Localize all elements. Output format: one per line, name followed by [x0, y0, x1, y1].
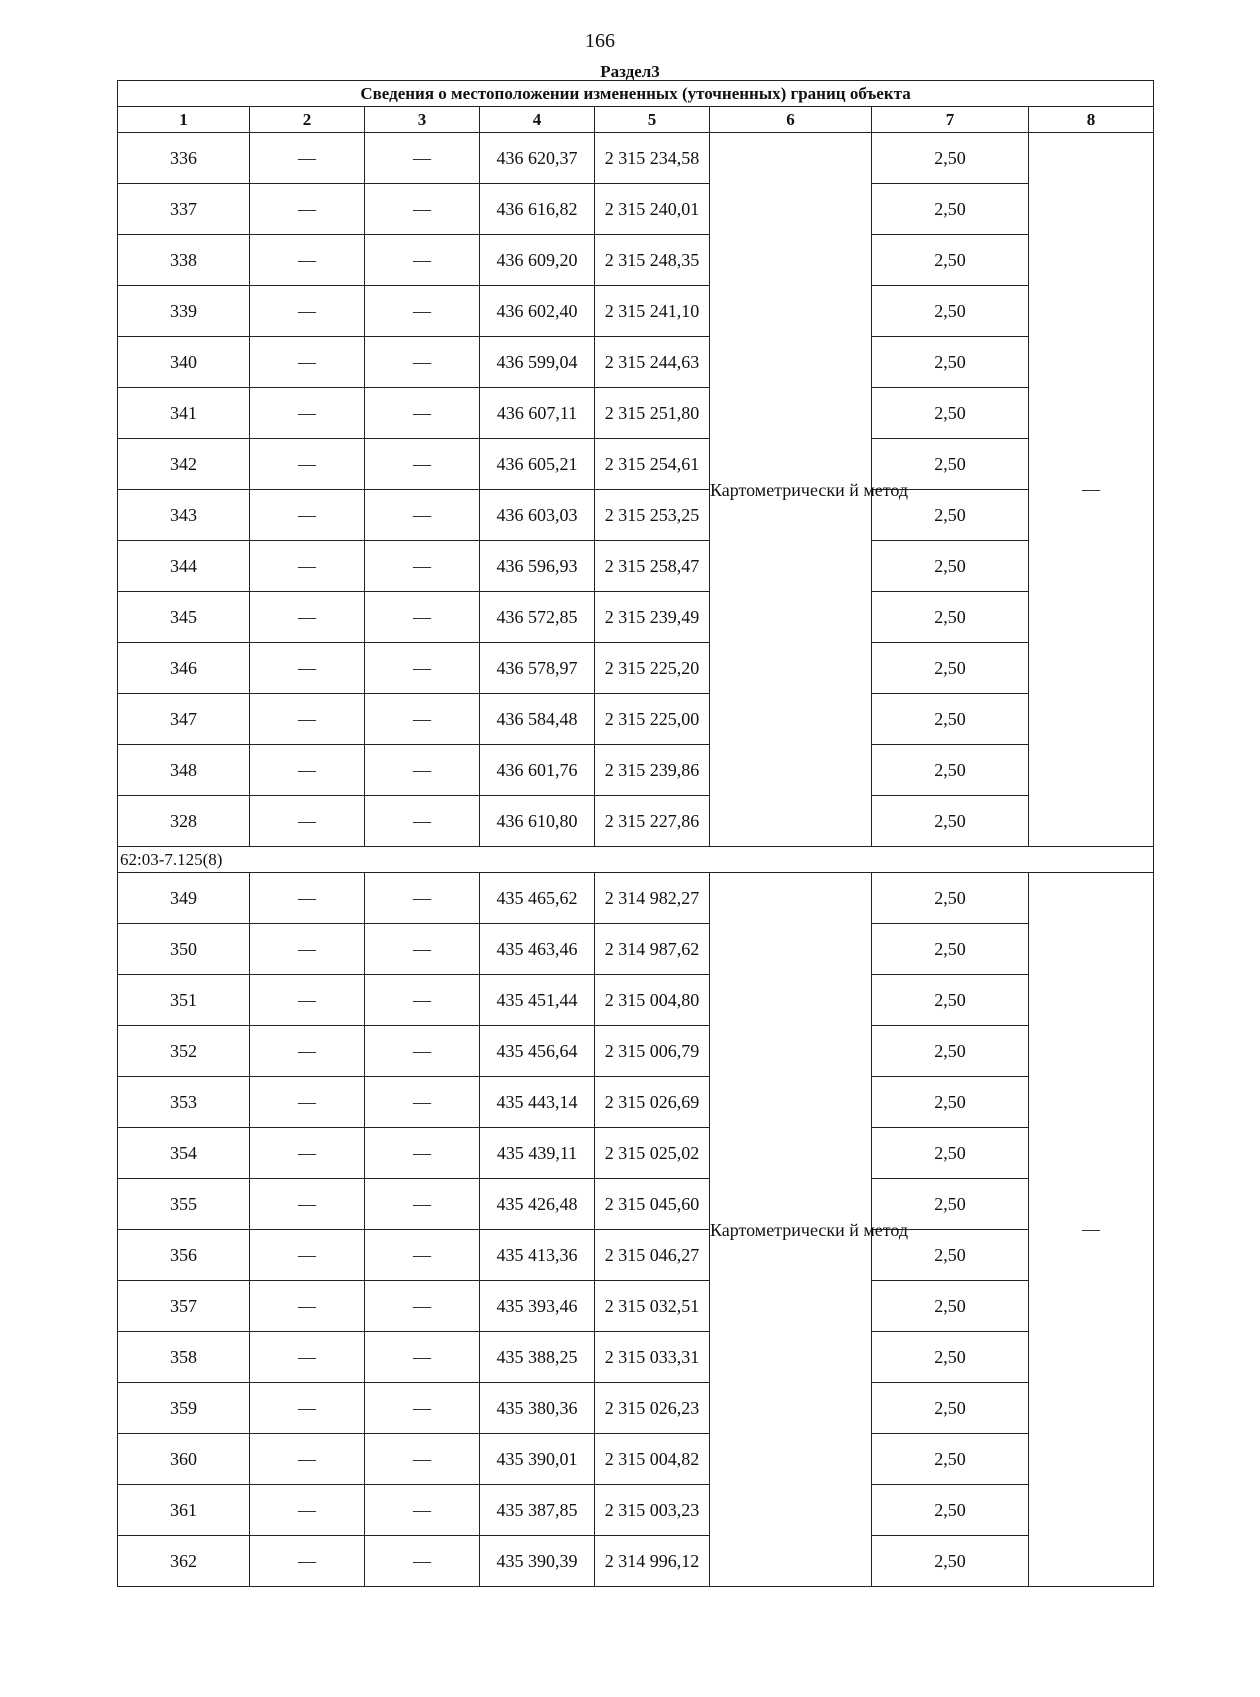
y-coordinate: 2 315 239,49 — [595, 592, 710, 643]
y-coordinate: 2 315 234,58 — [595, 133, 710, 184]
point-number: 348 — [118, 745, 250, 796]
y-coordinate: 2 315 254,61 — [595, 439, 710, 490]
col3-value: — — [365, 337, 480, 388]
x-coordinate: 436 607,11 — [480, 388, 595, 439]
point-number: 351 — [118, 975, 250, 1026]
point-number: 358 — [118, 1332, 250, 1383]
col3-value: — — [365, 592, 480, 643]
col2-value: — — [250, 1383, 365, 1434]
x-coordinate: 435 388,25 — [480, 1332, 595, 1383]
x-coordinate: 435 390,39 — [480, 1536, 595, 1587]
table-row — [118, 796, 1154, 847]
col2-value: — — [250, 1536, 365, 1587]
point-number: 347 — [118, 694, 250, 745]
group-label: 62:03-7.125(8) — [118, 847, 1154, 873]
x-coordinate: 436 599,04 — [480, 337, 595, 388]
point-number: 350 — [118, 924, 250, 975]
x-coordinate: 436 609,20 — [480, 235, 595, 286]
y-coordinate: 2 315 045,60 — [595, 1179, 710, 1230]
point-number: 359 — [118, 1383, 250, 1434]
y-coordinate: 2 315 026,69 — [595, 1077, 710, 1128]
accuracy-value: 2,50 — [872, 1077, 1029, 1128]
col3-value: — — [365, 184, 480, 235]
col2-value: — — [250, 490, 365, 541]
accuracy-value: 2,50 — [872, 235, 1029, 286]
column-header: 4 — [480, 107, 595, 133]
point-number: 356 — [118, 1230, 250, 1281]
y-coordinate: 2 315 006,79 — [595, 1026, 710, 1077]
column-header: 7 — [872, 107, 1029, 133]
col3-value: — — [365, 490, 480, 541]
col3-value: — — [365, 1026, 480, 1077]
col2-value: — — [250, 439, 365, 490]
column-header: 8 — [1029, 107, 1154, 133]
x-coordinate: 435 465,62 — [480, 873, 595, 924]
accuracy-value: 2,50 — [872, 924, 1029, 975]
x-coordinate: 436 603,03 — [480, 490, 595, 541]
col2-value: — — [250, 745, 365, 796]
table-row — [118, 1434, 1154, 1485]
accuracy-value: 2,50 — [872, 490, 1029, 541]
y-coordinate: 2 315 251,80 — [595, 388, 710, 439]
col3-value: — — [365, 1485, 480, 1536]
x-coordinate: 436 601,76 — [480, 745, 595, 796]
section-title: Раздел3 — [600, 62, 660, 81]
col3-value: — — [365, 286, 480, 337]
col3-value: — — [365, 796, 480, 847]
point-number: 328 — [118, 796, 250, 847]
col2-value: — — [250, 694, 365, 745]
col3-value: — — [365, 975, 480, 1026]
col2-value: — — [250, 873, 365, 924]
accuracy-value: 2,50 — [872, 1026, 1029, 1077]
col2-value: — — [250, 1026, 365, 1077]
point-number: 349 — [118, 873, 250, 924]
x-coordinate: 436 602,40 — [480, 286, 595, 337]
method-cell: Картометрически й метод — [710, 133, 872, 847]
col2-value: — — [250, 1128, 365, 1179]
col3-value: — — [365, 1128, 480, 1179]
x-coordinate: 436 616,82 — [480, 184, 595, 235]
y-coordinate: 2 315 033,31 — [595, 1332, 710, 1383]
table-row — [118, 1485, 1154, 1536]
table-row — [118, 592, 1154, 643]
point-number: 353 — [118, 1077, 250, 1128]
method-cell: Картометрически й метод — [710, 873, 872, 1587]
x-coordinate: 436 596,93 — [480, 541, 595, 592]
table-row — [118, 745, 1154, 796]
group-label-row — [118, 847, 1154, 873]
table-row — [118, 924, 1154, 975]
accuracy-value: 2,50 — [872, 592, 1029, 643]
accuracy-value: 2,50 — [872, 1434, 1029, 1485]
accuracy-value: 2,50 — [872, 745, 1029, 796]
table-row — [118, 1230, 1154, 1281]
col3-value: — — [365, 1230, 480, 1281]
accuracy-value: 2,50 — [872, 1383, 1029, 1434]
point-number: 361 — [118, 1485, 250, 1536]
accuracy-value: 2,50 — [872, 286, 1029, 337]
col2-value: — — [250, 184, 365, 235]
col2-value: — — [250, 1434, 365, 1485]
x-coordinate: 435 393,46 — [480, 1281, 595, 1332]
col2-value: — — [250, 337, 365, 388]
y-coordinate: 2 315 225,20 — [595, 643, 710, 694]
y-coordinate: 2 315 004,80 — [595, 975, 710, 1026]
col3-value: — — [365, 235, 480, 286]
y-coordinate: 2 315 253,25 — [595, 490, 710, 541]
accuracy-value: 2,50 — [872, 1281, 1029, 1332]
col8-value: — — [1029, 133, 1154, 847]
accuracy-value: 2,50 — [872, 975, 1029, 1026]
col8-value: — — [1029, 873, 1154, 1587]
column-header: 1 — [118, 107, 250, 133]
y-coordinate: 2 315 240,01 — [595, 184, 710, 235]
column-header: 3 — [365, 107, 480, 133]
point-number: 338 — [118, 235, 250, 286]
y-coordinate: 2 315 025,02 — [595, 1128, 710, 1179]
table-row — [118, 1128, 1154, 1179]
accuracy-value: 2,50 — [872, 796, 1029, 847]
point-number: 340 — [118, 337, 250, 388]
point-number: 341 — [118, 388, 250, 439]
point-number: 354 — [118, 1128, 250, 1179]
accuracy-value: 2,50 — [872, 1485, 1029, 1536]
x-coordinate: 435 439,11 — [480, 1128, 595, 1179]
x-coordinate: 435 426,48 — [480, 1179, 595, 1230]
col3-value: — — [365, 1281, 480, 1332]
accuracy-value: 2,50 — [872, 439, 1029, 490]
x-coordinate: 435 456,64 — [480, 1026, 595, 1077]
col2-value: — — [250, 1230, 365, 1281]
y-coordinate: 2 315 241,10 — [595, 286, 710, 337]
x-coordinate: 436 605,21 — [480, 439, 595, 490]
x-coordinate: 435 387,85 — [480, 1485, 595, 1536]
point-number: 355 — [118, 1179, 250, 1230]
x-coordinate: 435 451,44 — [480, 975, 595, 1026]
col2-value: — — [250, 924, 365, 975]
point-number: 342 — [118, 439, 250, 490]
col2-value: — — [250, 388, 365, 439]
y-coordinate: 2 315 032,51 — [595, 1281, 710, 1332]
table-row — [118, 439, 1154, 490]
accuracy-value: 2,50 — [872, 388, 1029, 439]
col3-value: — — [365, 1536, 480, 1587]
table-title: Сведения о местоположении измененных (уточненных) границ объекта — [118, 81, 1154, 107]
table-row — [118, 694, 1154, 745]
y-coordinate: 2 314 996,12 — [595, 1536, 710, 1587]
table-row — [118, 1179, 1154, 1230]
table-title-row — [118, 81, 1154, 107]
y-coordinate: 2 315 004,82 — [595, 1434, 710, 1485]
y-coordinate: 2 315 026,23 — [595, 1383, 710, 1434]
col2-value: — — [250, 541, 365, 592]
y-coordinate: 2 315 046,27 — [595, 1230, 710, 1281]
col3-value: — — [365, 439, 480, 490]
col3-value: — — [365, 133, 480, 184]
col2-value: — — [250, 643, 365, 694]
accuracy-value: 2,50 — [872, 1179, 1029, 1230]
table-row — [118, 873, 1154, 924]
col2-value: — — [250, 1332, 365, 1383]
table-row — [118, 1281, 1154, 1332]
accuracy-value: 2,50 — [872, 1536, 1029, 1587]
accuracy-value: 2,50 — [872, 184, 1029, 235]
point-number: 357 — [118, 1281, 250, 1332]
col3-value: — — [365, 1383, 480, 1434]
accuracy-value: 2,50 — [872, 1128, 1029, 1179]
col3-value: — — [365, 388, 480, 439]
table-row — [118, 286, 1154, 337]
table-row — [118, 184, 1154, 235]
col3-value: — — [365, 873, 480, 924]
col3-value: — — [365, 1179, 480, 1230]
accuracy-value: 2,50 — [872, 694, 1029, 745]
y-coordinate: 2 314 982,27 — [595, 873, 710, 924]
accuracy-value: 2,50 — [872, 541, 1029, 592]
table-row — [118, 1536, 1154, 1587]
accuracy-value: 2,50 — [872, 643, 1029, 694]
table-row — [118, 1026, 1154, 1077]
x-coordinate: 436 610,80 — [480, 796, 595, 847]
x-coordinate: 435 463,46 — [480, 924, 595, 975]
table-row — [118, 643, 1154, 694]
table-row — [118, 1332, 1154, 1383]
x-coordinate: 436 584,48 — [480, 694, 595, 745]
col2-value: — — [250, 1179, 365, 1230]
column-header: 6 — [710, 107, 872, 133]
y-coordinate: 2 315 248,35 — [595, 235, 710, 286]
point-number: 343 — [118, 490, 250, 541]
table-row — [118, 490, 1154, 541]
y-coordinate: 2 315 225,00 — [595, 694, 710, 745]
col2-value: — — [250, 235, 365, 286]
page-number: 166 — [585, 30, 615, 52]
table-row — [118, 1383, 1154, 1434]
accuracy-value: 2,50 — [872, 1332, 1029, 1383]
point-number: 346 — [118, 643, 250, 694]
col3-value: — — [365, 1434, 480, 1485]
point-number: 345 — [118, 592, 250, 643]
column-header: 5 — [595, 107, 710, 133]
y-coordinate: 2 315 227,86 — [595, 796, 710, 847]
col3-value: — — [365, 924, 480, 975]
table-row — [118, 337, 1154, 388]
x-coordinate: 436 572,85 — [480, 592, 595, 643]
col3-value: — — [365, 1077, 480, 1128]
col2-value: — — [250, 133, 365, 184]
col3-value: — — [365, 1332, 480, 1383]
y-coordinate: 2 315 258,47 — [595, 541, 710, 592]
accuracy-value: 2,50 — [872, 873, 1029, 924]
column-header-row — [118, 107, 1154, 133]
col3-value: — — [365, 643, 480, 694]
col2-value: — — [250, 592, 365, 643]
x-coordinate: 436 578,97 — [480, 643, 595, 694]
point-number: 344 — [118, 541, 250, 592]
col3-value: — — [365, 745, 480, 796]
y-coordinate: 2 314 987,62 — [595, 924, 710, 975]
table-row — [118, 133, 1154, 184]
point-number: 339 — [118, 286, 250, 337]
col2-value: — — [250, 975, 365, 1026]
table-row — [118, 1077, 1154, 1128]
accuracy-value: 2,50 — [872, 337, 1029, 388]
table-row — [118, 975, 1154, 1026]
col2-value: — — [250, 796, 365, 847]
point-number: 352 — [118, 1026, 250, 1077]
point-number: 337 — [118, 184, 250, 235]
col2-value: — — [250, 1281, 365, 1332]
column-header: 2 — [250, 107, 365, 133]
table-row — [118, 388, 1154, 439]
col3-value: — — [365, 541, 480, 592]
col2-value: — — [250, 1485, 365, 1536]
y-coordinate: 2 315 239,86 — [595, 745, 710, 796]
accuracy-value: 2,50 — [872, 133, 1029, 184]
x-coordinate: 436 620,37 — [480, 133, 595, 184]
col2-value: — — [250, 1077, 365, 1128]
point-number: 360 — [118, 1434, 250, 1485]
point-number: 336 — [118, 133, 250, 184]
table-row — [118, 541, 1154, 592]
point-number: 362 — [118, 1536, 250, 1587]
accuracy-value: 2,50 — [872, 1230, 1029, 1281]
y-coordinate: 2 315 244,63 — [595, 337, 710, 388]
table-row — [118, 235, 1154, 286]
x-coordinate: 435 390,01 — [480, 1434, 595, 1485]
x-coordinate: 435 380,36 — [480, 1383, 595, 1434]
col2-value: — — [250, 286, 365, 337]
boundary-table — [117, 80, 1154, 1587]
y-coordinate: 2 315 003,23 — [595, 1485, 710, 1536]
x-coordinate: 435 413,36 — [480, 1230, 595, 1281]
col3-value: — — [365, 694, 480, 745]
x-coordinate: 435 443,14 — [480, 1077, 595, 1128]
